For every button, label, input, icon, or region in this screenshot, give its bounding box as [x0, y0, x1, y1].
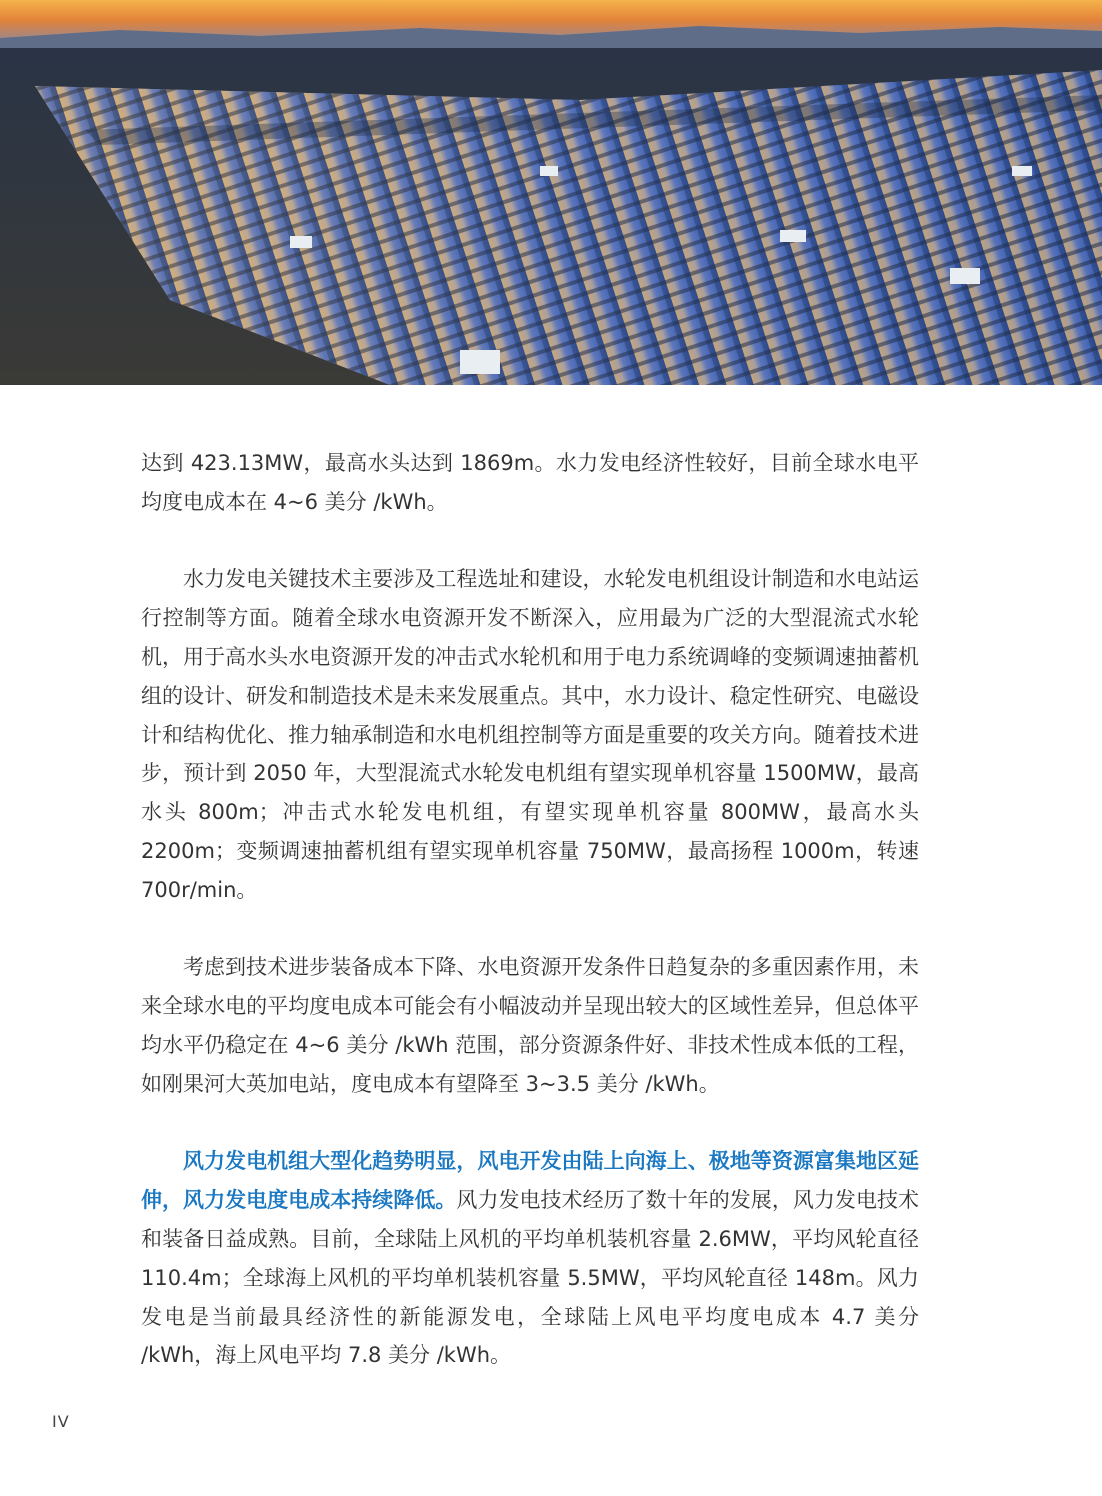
- paragraph-2: [141, 560, 919, 909]
- paragraph-4-text: 风力发电技术经历了数十年的发展，风力发电技术和装备日益成熟。目前，全球陆上风机的平均单机装机容量 2.6MW，平均风轮直径 110.4m；全球海上风机的平均单机装机容量 5.5MW，平均风轮直径 148m。风力发电是当前最具经济性的新能源发电，全球陆上风电平均度电成本 4.7 美分 /kWh，海上风电平均 7.8 美分 /kWh。: [141, 1188, 920, 1368]
- paragraph-4-highlight: 风力发电机组大型化趋势明显，风电开发由陆上向海上、极地等资源富集地区延伸，风力发电度电成本持续降低。: [141, 1149, 919, 1213]
- paragraph-1: [141, 444, 919, 522]
- paragraph-2-text: 水力发电关键技术主要涉及工程选址和建设，水轮发电机组设计制造和水电站运行控制等方面。随着全球水电资源开发不断深入，应用最为广泛的大型混流式水轮机，用于高水头水电资源开发的冲击式水轮机和用于电力系统调峰的变频调速抽蓄机组的设计、研发和制造技术是未来发展重点。其中，水力设计、稳定性研究、电磁设计和结构优化、推力轴承制造和水电机组控制等方面是重要的攻关方向。随着技术进步，预计到 2050 年，大型混流式水轮发电机组有望实现单机容量 1500MW，最高水头 800m；冲击式水轮发电机组，有望实现单机容量 800MW，最高水头 2200m；变频调速抽蓄机组有望实现单机容量 750MW，最高扬程 1000m，转速 700r/min。: [141, 567, 919, 902]
- paragraph-3-text: 考虑到技术进步装备成本下降、水电资源开发条件日趋复杂的多重因素作用，未来全球水电的平均度电成本可能会有小幅波动并呈现出较大的区域性差异，但总体平均水平仍稳定在 4~6 美分 /kWh 范围，部分资源条件好、非技术性成本低的工程，如刚果河大英加电站，度电成本有望降至 3~3.5 美分 /kWh。: [141, 955, 919, 1096]
- solar-farm-icon: [0, 0, 1102, 385]
- solar-farm-photo: [0, 0, 1102, 385]
- paragraph-4: [141, 1142, 919, 1375]
- paragraph-1-text: 达到 423.13MW，最高水头达到 1869m。水力发电经济性较好，目前全球水电平均度电成本在 4~6 美分 /kWh。: [141, 451, 919, 514]
- body-text: [141, 444, 919, 1375]
- page-number: IV: [52, 1412, 70, 1431]
- paragraph-3: [141, 948, 919, 1103]
